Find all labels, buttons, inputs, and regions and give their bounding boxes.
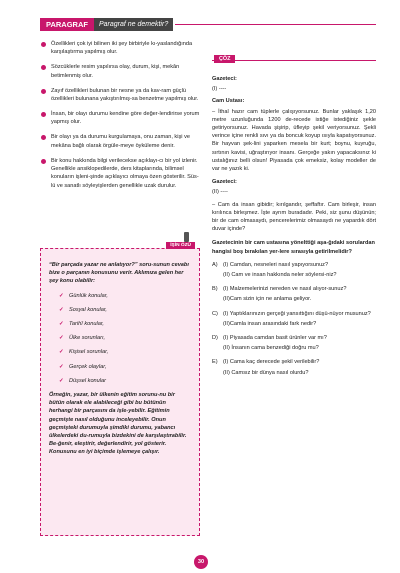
pen-icon xyxy=(184,232,189,242)
tip-paragraph: Örneğin, yazar, bir ülkenin eğitim sorunu-nu bir bütün olarak ele alabileceği gibi bu bütünün herhangi bir parçasını da işle-yebilir. Eğitimin geçmişte nasıl olduğunu inceleyebilir. Onun geçmişteki durumuyla şimdiki durumu, yabancı ülkelerdeki du-rumuyla bizdekini de karşılaştırabilir. Be-ğenir, eleştirir, değerlendirir, yol gösterir. Konusunu en iyi biçimde işlemeye çalışır. xyxy=(49,392,187,456)
tip-box xyxy=(40,243,200,536)
page-header xyxy=(40,18,376,31)
bullet-item: Bir olayı ya da durumu kurgulamaya, onu zaman, kişi ve mekâna bağlı olarak örgüle-meye öyküleme denir. xyxy=(40,133,200,150)
check-item: ✓ Gerçek olaylar, xyxy=(59,363,107,370)
bullet-dot-icon xyxy=(41,135,46,140)
check-icon: ✓ xyxy=(59,335,64,342)
answer-option[interactable]: A) (I) Camdan, nesneleri nasıl yapıyorsunuz? (II) Cam ve insan hakkında neler söylersi-niz? xyxy=(212,261,337,279)
answer-option[interactable]: E) (I) Cama kaç derecede şekil verilebilir? (II) Camsız bir dünya nasıl olurdu? xyxy=(212,359,320,376)
check-item: ✓ Sosyal konular, xyxy=(59,306,107,313)
header-subtitle: Paragraf ne demektir? xyxy=(94,18,173,31)
bullet-item: Zayıf özellikleri bulunan bir nesne ya da kav-ram güçlü özellikleri bulunana yakıştırılmış-sa benzetme yapılmış olur. xyxy=(40,87,200,104)
check-item: ✓ Tarihî konular, xyxy=(59,321,104,328)
blank-line: (I) ---- xyxy=(212,86,227,93)
bullet-dot-icon xyxy=(41,42,46,47)
bullet-item: İnsan, bir olayı durumu kendine göre değer-lendirirse yorum yapmış olur. xyxy=(40,110,200,127)
bullet-item: Bir konu hakkında bilgi verilecekse açıklayı-cı bir yol izlenir. Genellikle ansiklopedilerde, ders kitaplarında, bilimsel konuların işleni-şinde açıklayıcı olmaya özen gösterilir. Süs-lü ve sanatlı söyleyişlerden genellikle uzak durulur. xyxy=(40,157,200,191)
answer-option[interactable]: C) (I) Yaptıklarınızın gerçeği yansıttığını düşü-nüyor musunuz? (II)Camla insan arasındaki fark nedir? xyxy=(212,310,371,327)
solution-tag: ÇÖZ xyxy=(214,55,235,63)
option-letter: E) xyxy=(212,359,218,366)
left-column xyxy=(40,40,200,197)
tip-box-tag: İŞİN ÖZÜ xyxy=(166,242,195,249)
check-icon: ✓ xyxy=(59,377,64,384)
answer-option[interactable]: B) (I) Malzemelerinizi nereden ve nasıl alıyor-sunuz? (II)Cam sizin için ne anlama geliyor. xyxy=(212,286,347,303)
solution-rule xyxy=(212,60,376,61)
check-icon: ✓ xyxy=(59,363,64,370)
dialogue-paragraph: – İthal hazır cam tüplerle çalışıyorsunuz. Bunlar yaklaşık 1,20 metre uzunluğunda 1200 de-recede istiğe istediğiniz şekle getiriyorsunuz. Havada şişirip, üfleyip şekil veriyorsunuz. Şekli verince içine renkli sıvı ya da boncuk koyup ısıyla kapatıyorsunuz. Bir hayvan şek-lini yaparken meselа bir kurt; boynu, kuyruğu, sırtının kavisi, uğraştırıyor insanı. Gerçeğe yakın yapacaksınız ki ustalığınız belli olsun! Piyasada çok emeksiz, kolay modeller de var ne yazık ki. xyxy=(212,108,376,173)
bullet-item: Sözcüklerle resim yapılırsa olay, durum, kişi, mekân betimlenmiş olur. xyxy=(40,63,200,80)
check-icon: ✓ xyxy=(59,349,64,356)
check-item: ✓ Düşsel konular xyxy=(59,377,106,384)
option-letter: C) xyxy=(212,310,218,317)
solution-header xyxy=(212,55,376,65)
speaker-label: Gazeteci: xyxy=(212,76,237,82)
right-column xyxy=(212,72,376,383)
dialogue-paragraph: – Cam da insan gibidir; kırılgandır, şeffaftır. Cam birleşir, insan kırılınca birleşmez. İşte ayrım buradadır. Peki, siz şunu düşünün; bir de cam olmasaydı, pencerelerimiz olmasaydı ne yapardık dört duvar içinde? xyxy=(212,201,376,233)
bullet-dot-icon xyxy=(41,112,46,117)
option-letter: D) xyxy=(212,335,218,342)
tip-question: “Bir parçada yazar ne anlatıyor?” soru-sunun cevabı bize o parçanın konusunu verir. Aklımıza gelen her şey konu olabilir: xyxy=(49,262,189,285)
page-number: 30 xyxy=(194,555,208,569)
blank-line: (II) ---- xyxy=(212,189,228,196)
check-icon: ✓ xyxy=(59,292,64,299)
bullet-dot-icon xyxy=(41,65,46,70)
option-letter: A) xyxy=(212,261,218,268)
check-item: ✓ Ülke sorunları, xyxy=(59,335,106,342)
check-icon: ✓ xyxy=(59,321,64,328)
question-stem: Gazetecinin bir cam ustasına yönelttiği aşa-ğıdaki sorulardan hangisi boş bırakılan yer-lere sırasıyla getirilmelidir? xyxy=(212,240,375,255)
bullet-dot-icon xyxy=(41,159,46,164)
header-label: PARAGRAF xyxy=(40,18,94,31)
check-item: ✓ Kişisel sorunlar, xyxy=(59,349,109,356)
header-rule xyxy=(175,24,376,25)
option-letter: B) xyxy=(212,286,218,293)
answer-option[interactable]: D) (I) Piyasada camdan basit ürünler var mı? (II) İnsanın cama benzediği doğru mu? xyxy=(212,335,327,352)
check-icon: ✓ xyxy=(59,306,64,313)
speaker-label: Cam Ustası: xyxy=(212,98,245,105)
bullet-item: Özellikleri çok iyi bilinen iki şey birbiriyle kı-yaslandığında karşılaştırma yapılmış olur. xyxy=(40,40,200,57)
speaker-label: Gazeteci: xyxy=(212,179,237,186)
bullet-dot-icon xyxy=(41,89,46,94)
check-item: ✓ Günlük konular, xyxy=(59,292,108,299)
